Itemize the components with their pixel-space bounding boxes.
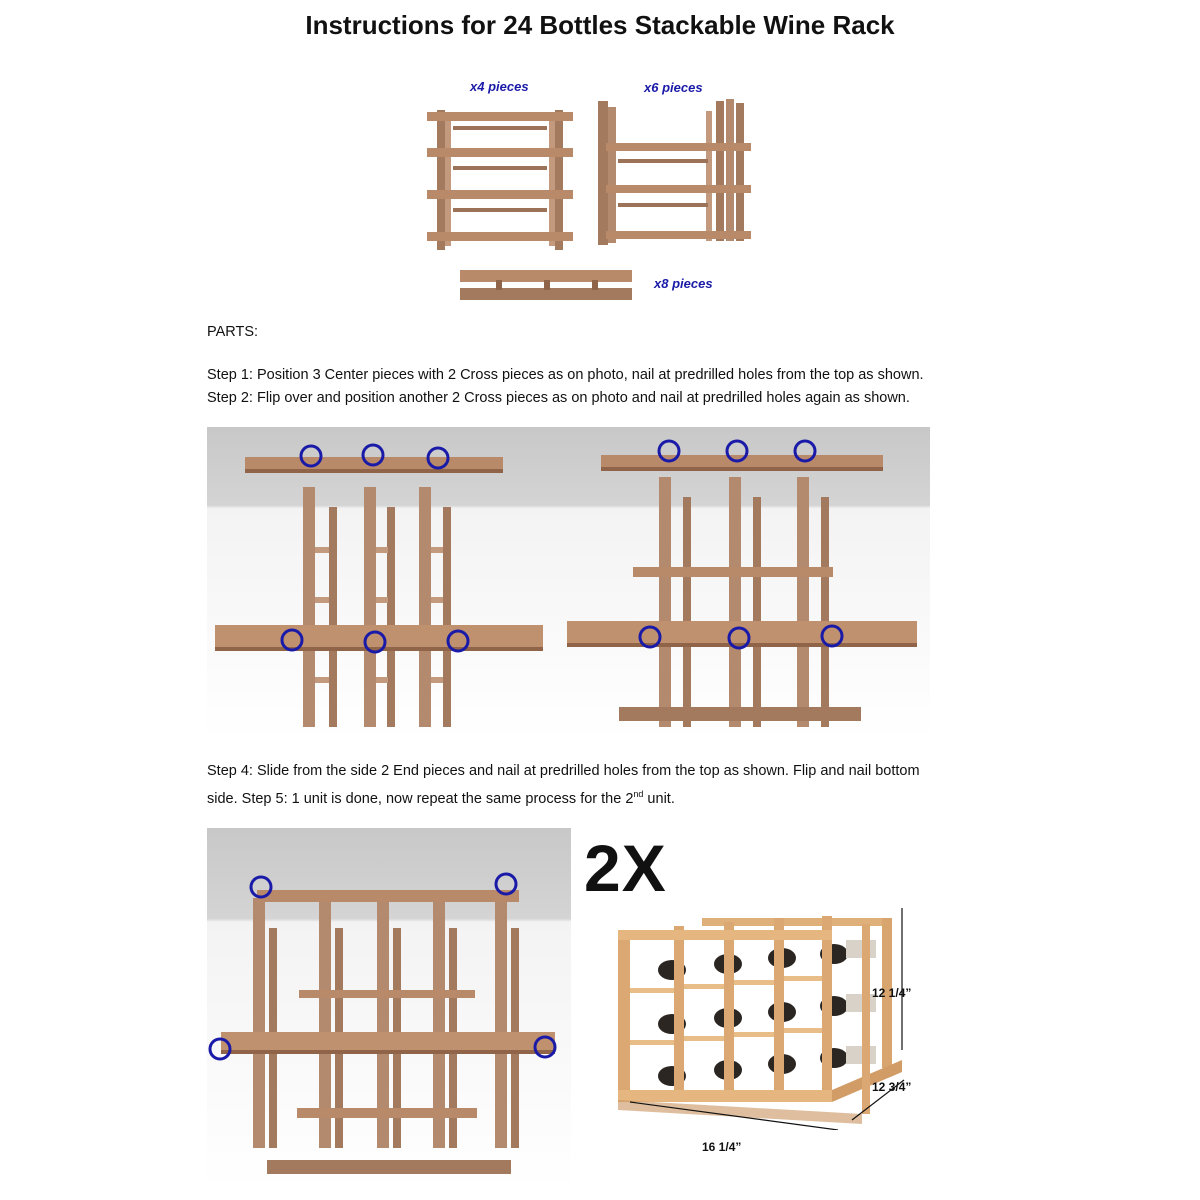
cross-piece-stack-image [596, 97, 756, 247]
step-4-photo [207, 828, 571, 1190]
assembled-rack-image [612, 900, 912, 1130]
height-dimension: 12 1/4” [872, 986, 912, 1000]
page-title: Instructions for 24 Bottles Stackable Wine Rack [305, 10, 895, 40]
step-2-text: Step 2: Flip over and position another 2 Cross pieces as on photo and nail at predrilled holes again as shown. [207, 390, 910, 406]
step-4-text-line-2-end: unit. [643, 790, 675, 807]
parts-heading: PARTS: [207, 324, 259, 340]
step-4-text-line-2 [207, 783, 997, 811]
step-4-text-line-1: Step 4: Slide from the side 2 End pieces and nail at predrilled holes from the top as shown. Flip and nail bottom [207, 763, 920, 779]
label-x6-pieces: x6 pieces [644, 80, 703, 95]
width-dimension: 16 1/4” [702, 1140, 742, 1154]
ordinal-suffix: nd [633, 789, 644, 799]
multiplier-label: 2X [584, 831, 667, 905]
label-x4-pieces: x4 pieces [470, 79, 529, 94]
label-x8-pieces: x8 pieces [654, 276, 713, 291]
step-4-text-line-2-start: side. Step 5: 1 unit is done, now repeat the same process for the 2 [207, 790, 634, 807]
end-piece-image [456, 266, 636, 306]
step-1-text: Step 1: Position 3 Center pieces with 2 Cross pieces as on photo, nail at predrilled holes from the top as shown. [207, 367, 924, 383]
step-1-photo [207, 427, 549, 740]
step-2-photo [549, 427, 930, 740]
center-piece-frame-image [425, 108, 575, 252]
depth-dimension: 12 3/4” [872, 1080, 912, 1094]
